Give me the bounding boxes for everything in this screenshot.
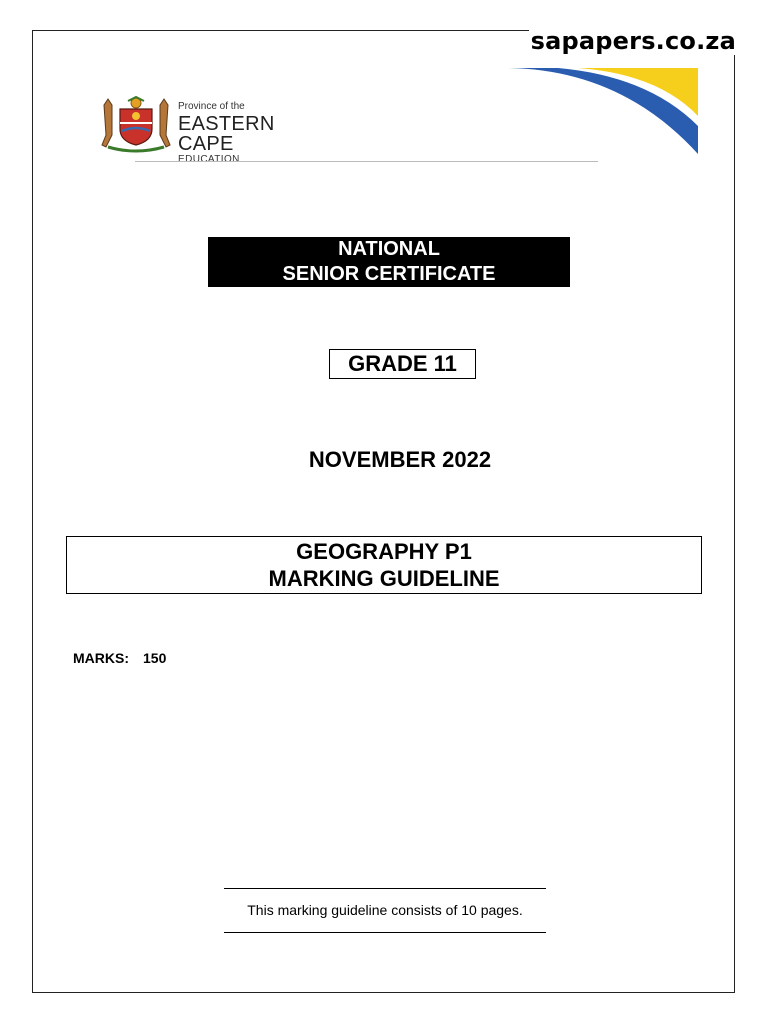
page-frame <box>32 30 735 993</box>
coat-of-arms-icon <box>98 95 174 153</box>
exam-date: NOVEMBER 2022 <box>308 447 492 472</box>
grade-label: GRADE 11 <box>329 349 476 379</box>
watermark: sapapers.co.za <box>530 27 736 55</box>
header-rule <box>135 161 598 162</box>
banner-line-1: NATIONAL <box>338 238 440 260</box>
marks-value: 150 <box>143 650 167 666</box>
logo-department: EDUCATION <box>178 154 240 165</box>
marks-label: MARKS: <box>73 650 129 666</box>
swoosh-graphic <box>498 66 698 156</box>
subject-line-2: MARKING GUIDELINE <box>268 566 500 591</box>
marks-info <box>73 650 166 666</box>
logo-province-text: Province of the <box>178 101 245 112</box>
logo-province-name: EASTERN CAPE <box>178 113 275 155</box>
subject-line-1: GEOGRAPHY P1 <box>296 539 472 564</box>
certificate-banner <box>208 237 570 287</box>
banner-line-2: SENIOR CERTIFICATE <box>282 263 496 285</box>
subject-title <box>66 536 702 594</box>
department-logo <box>98 95 328 165</box>
page-count-note: This marking guideline consists of 10 pages. <box>224 888 546 933</box>
